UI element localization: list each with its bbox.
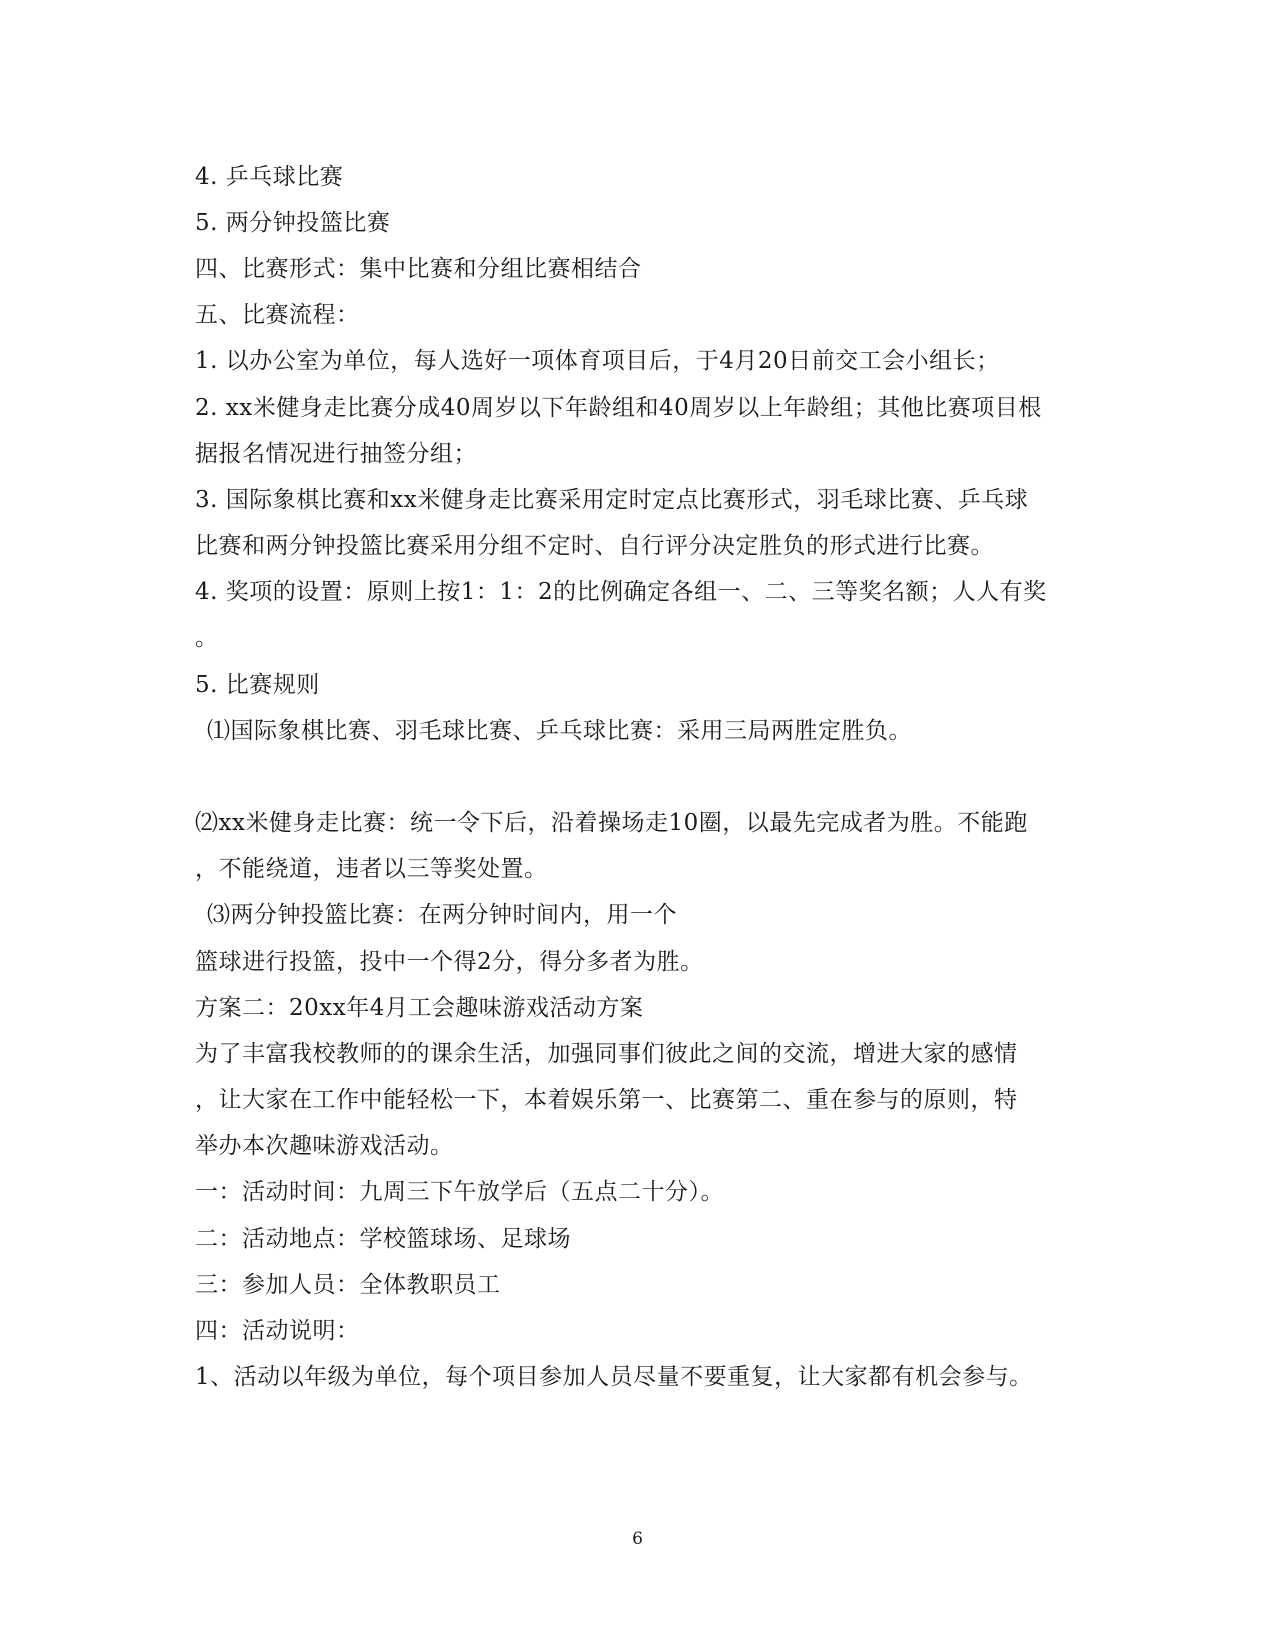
- text-line-intro-a: 为了丰富我校教师的的课余生活，加强同事们彼此之间的交流，增进大家的感情: [195, 1041, 1018, 1067]
- text-line-item-5-basketball: 5. 两分钟投篮比赛: [195, 210, 391, 236]
- text-line-flow-1: 1. 以办公室为单位，每人选好一项体育项目后，于4月20日前交工会小组长；: [195, 348, 1000, 374]
- text-line-flow-4a: 4. 奖项的设置：原则上按1：1：2的比例确定各组一、二、三等奖名额；人人有奖: [195, 579, 1047, 605]
- text-line-section-4: 四、比赛形式：集中比赛和分组比赛相结合: [195, 256, 642, 282]
- text-line-rule-1: ⑴国际象棋比赛、羽毛球比赛、乒乓球比赛：采用三局两胜定胜负。: [207, 718, 912, 744]
- text-line-participants: 三：参加人员：全体教职员工: [195, 1272, 501, 1298]
- text-line-plan-2-title: 方案二：20xx年4月工会趣味游戏活动方案: [195, 995, 644, 1021]
- text-line-intro-b: ，让大家在工作中能轻松一下，本着娱乐第一、比赛第二、重在参与的原则，特: [195, 1087, 1018, 1113]
- text-line-item-4-pingpong: 4. 乒乓球比赛: [195, 164, 344, 190]
- page-number: 6: [632, 1529, 643, 1549]
- text-line-intro-c: 举办本次趣味游戏活动。: [195, 1133, 454, 1159]
- text-line-activity-time: 一：活动时间：九周三下午放学后（五点二十分）。: [195, 1179, 724, 1205]
- text-line-activity-place: 二：活动地点：学校篮球场、足球场: [195, 1226, 571, 1252]
- text-line-flow-4b: 。: [195, 625, 219, 651]
- text-line-activity-notes: 四：活动说明：: [195, 1318, 360, 1344]
- text-line-flow-3b: 比赛和两分钟投篮比赛采用分组不定时、自行评分决定胜负的形式进行比赛。: [195, 533, 994, 559]
- text-line-rule-3a: ⑶两分钟投篮比赛：在两分钟时间内，用一个: [207, 902, 677, 928]
- text-line-flow-5: 5. 比赛规则: [195, 672, 320, 698]
- text-line-rule-3b: 篮球进行投篮，投中一个得2分，得分多者为胜。: [195, 949, 704, 975]
- text-line-flow-2b: 据报名情况进行抽签分组；: [195, 441, 477, 467]
- text-line-flow-2a: 2. xx米健身走比赛分成40周岁以下年龄组和40周岁以上年龄组；其他比赛项目根: [195, 395, 1042, 421]
- text-line-rule-2b: ，不能绕道，违者以三等奖处置。: [195, 856, 548, 882]
- text-line-rule-2a: ⑵xx米健身走比赛：统一令下后，沿着操场走10圈，以最先完成者为胜。不能跑: [195, 810, 1028, 836]
- text-line-section-5: 五、比赛流程：: [195, 302, 360, 328]
- text-line-note-1: 1、活动以年级为单位，每个项目参加人员尽量不要重复，让大家都有机会参与。: [195, 1364, 1033, 1390]
- text-line-flow-3a: 3. 国际象棋比赛和xx米健身走比赛采用定时定点比赛形式，羽毛球比赛、乒乓球: [195, 487, 1029, 513]
